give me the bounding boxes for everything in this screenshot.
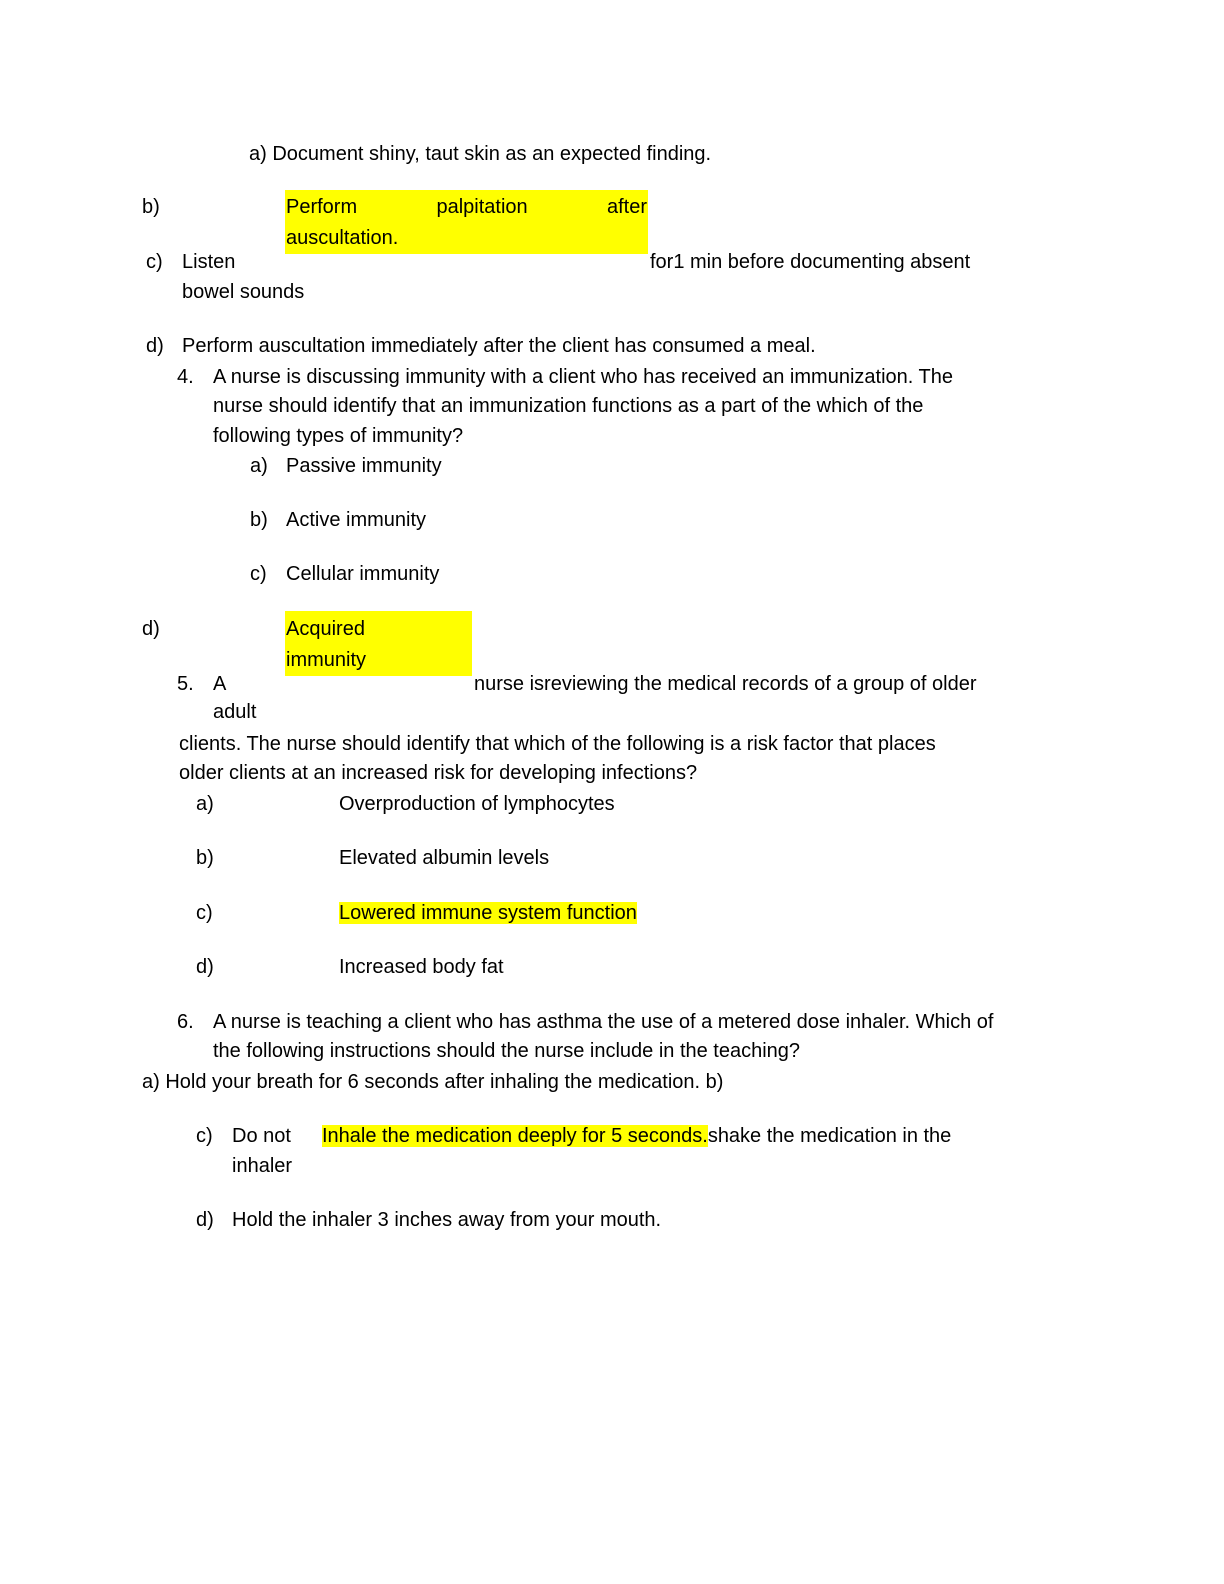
q3-option-d-text: Perform auscultation immediately after the client has consumed a meal. [182, 335, 816, 357]
q6-option-d-text: Hold the inhaler 3 inches away from your mouth. [232, 1209, 662, 1231]
q4-stem-line2: nurse should identify that an immunization functions as a part of the which of the [213, 395, 924, 417]
q4-option-b-label: b) [250, 509, 268, 531]
q6-option-c-line2: inhaler [232, 1155, 293, 1177]
q6-stem-line2: the following instructions should the nurse include in the teaching? [213, 1040, 801, 1062]
q4-option-d-label: d) [142, 618, 160, 640]
q6-number: 6. [177, 1011, 194, 1033]
q5-stem-line3: clients. The nurse should identify that which of the following is a risk factor that places [179, 733, 936, 755]
q3-option-d-label: d) [146, 335, 164, 357]
q5-stem-word1: A [213, 673, 227, 695]
q6-option-c-word1: Do not [232, 1125, 291, 1147]
q4-option-c-label: c) [250, 563, 267, 585]
q4-option-c-text: Cellular immunity [286, 563, 440, 585]
q6-option-c-label: c) [196, 1125, 213, 1147]
q4-stem-line3: following types of immunity? [213, 425, 464, 447]
q5-stem-tail: nurse isreviewing the medical records of a group of older [474, 673, 977, 695]
q6-stem-line1: A nurse is teaching a client who has asthma the use of a metered dose inhaler. Which of [213, 1011, 994, 1033]
q5-option-b-label: b) [196, 847, 214, 869]
q3-option-b-line1 [286, 195, 647, 219]
q4-stem-line1: A nurse is discussing immunity with a client who has received an immunization. The [213, 366, 953, 388]
q5-option-c-label: c) [196, 902, 213, 924]
q3-option-b-word3: after [606, 196, 647, 218]
q5-number: 5. [177, 673, 194, 695]
q4-number: 4. [177, 366, 194, 388]
q3-option-c-tail: for1 min before documenting absent [650, 251, 971, 273]
q4-option-a-label: a) [250, 455, 268, 477]
q3-option-b-word2: palpitation [436, 196, 528, 218]
q5-option-b-text: Elevated albumin levels [339, 847, 550, 869]
q6-options-a-b: a) Hold your breath for 6 seconds after inhaling the medication. b) [142, 1071, 724, 1093]
q6-option-b-highlight: Inhale the medication deeply for 5 seconds. [322, 1125, 708, 1147]
q5-option-d-text: Increased body fat [339, 956, 504, 978]
q5-stem-line4: older clients at an increased risk for developing infections? [179, 762, 698, 784]
q4-option-a-text: Passive immunity [286, 455, 442, 477]
q3-option-c-label: c) [146, 251, 163, 273]
q5-option-a-text: Overproduction of lymphocytes [339, 793, 615, 815]
q4-option-b-text: Active immunity [286, 509, 427, 531]
q6-option-d-label: d) [196, 1209, 214, 1231]
q5-option-c-text [339, 901, 637, 925]
q5-option-d-label: d) [196, 956, 214, 978]
q3-option-b-line2: auscultation. [286, 227, 399, 249]
q3-option-a: a) Document shiny, taut skin as an expected finding. [249, 143, 712, 165]
q4-option-d-line2: immunity [286, 649, 367, 671]
q3-option-b-word1: Perform [286, 196, 358, 218]
q4-option-d-line1: Acquired [286, 618, 365, 640]
q6-option-c-tail: shake the medication in the [707, 1125, 952, 1147]
q3-option-b-label: b) [142, 196, 160, 218]
q6-option-c-rest [322, 1124, 951, 1148]
q5-stem-line2: adult [213, 701, 257, 723]
q3-option-c-word1: Listen [182, 251, 236, 273]
q5-option-c-highlight: Lowered immune system function [339, 902, 637, 924]
q5-option-a-label: a) [196, 793, 214, 815]
q3-option-c-line2: bowel sounds [182, 281, 305, 303]
